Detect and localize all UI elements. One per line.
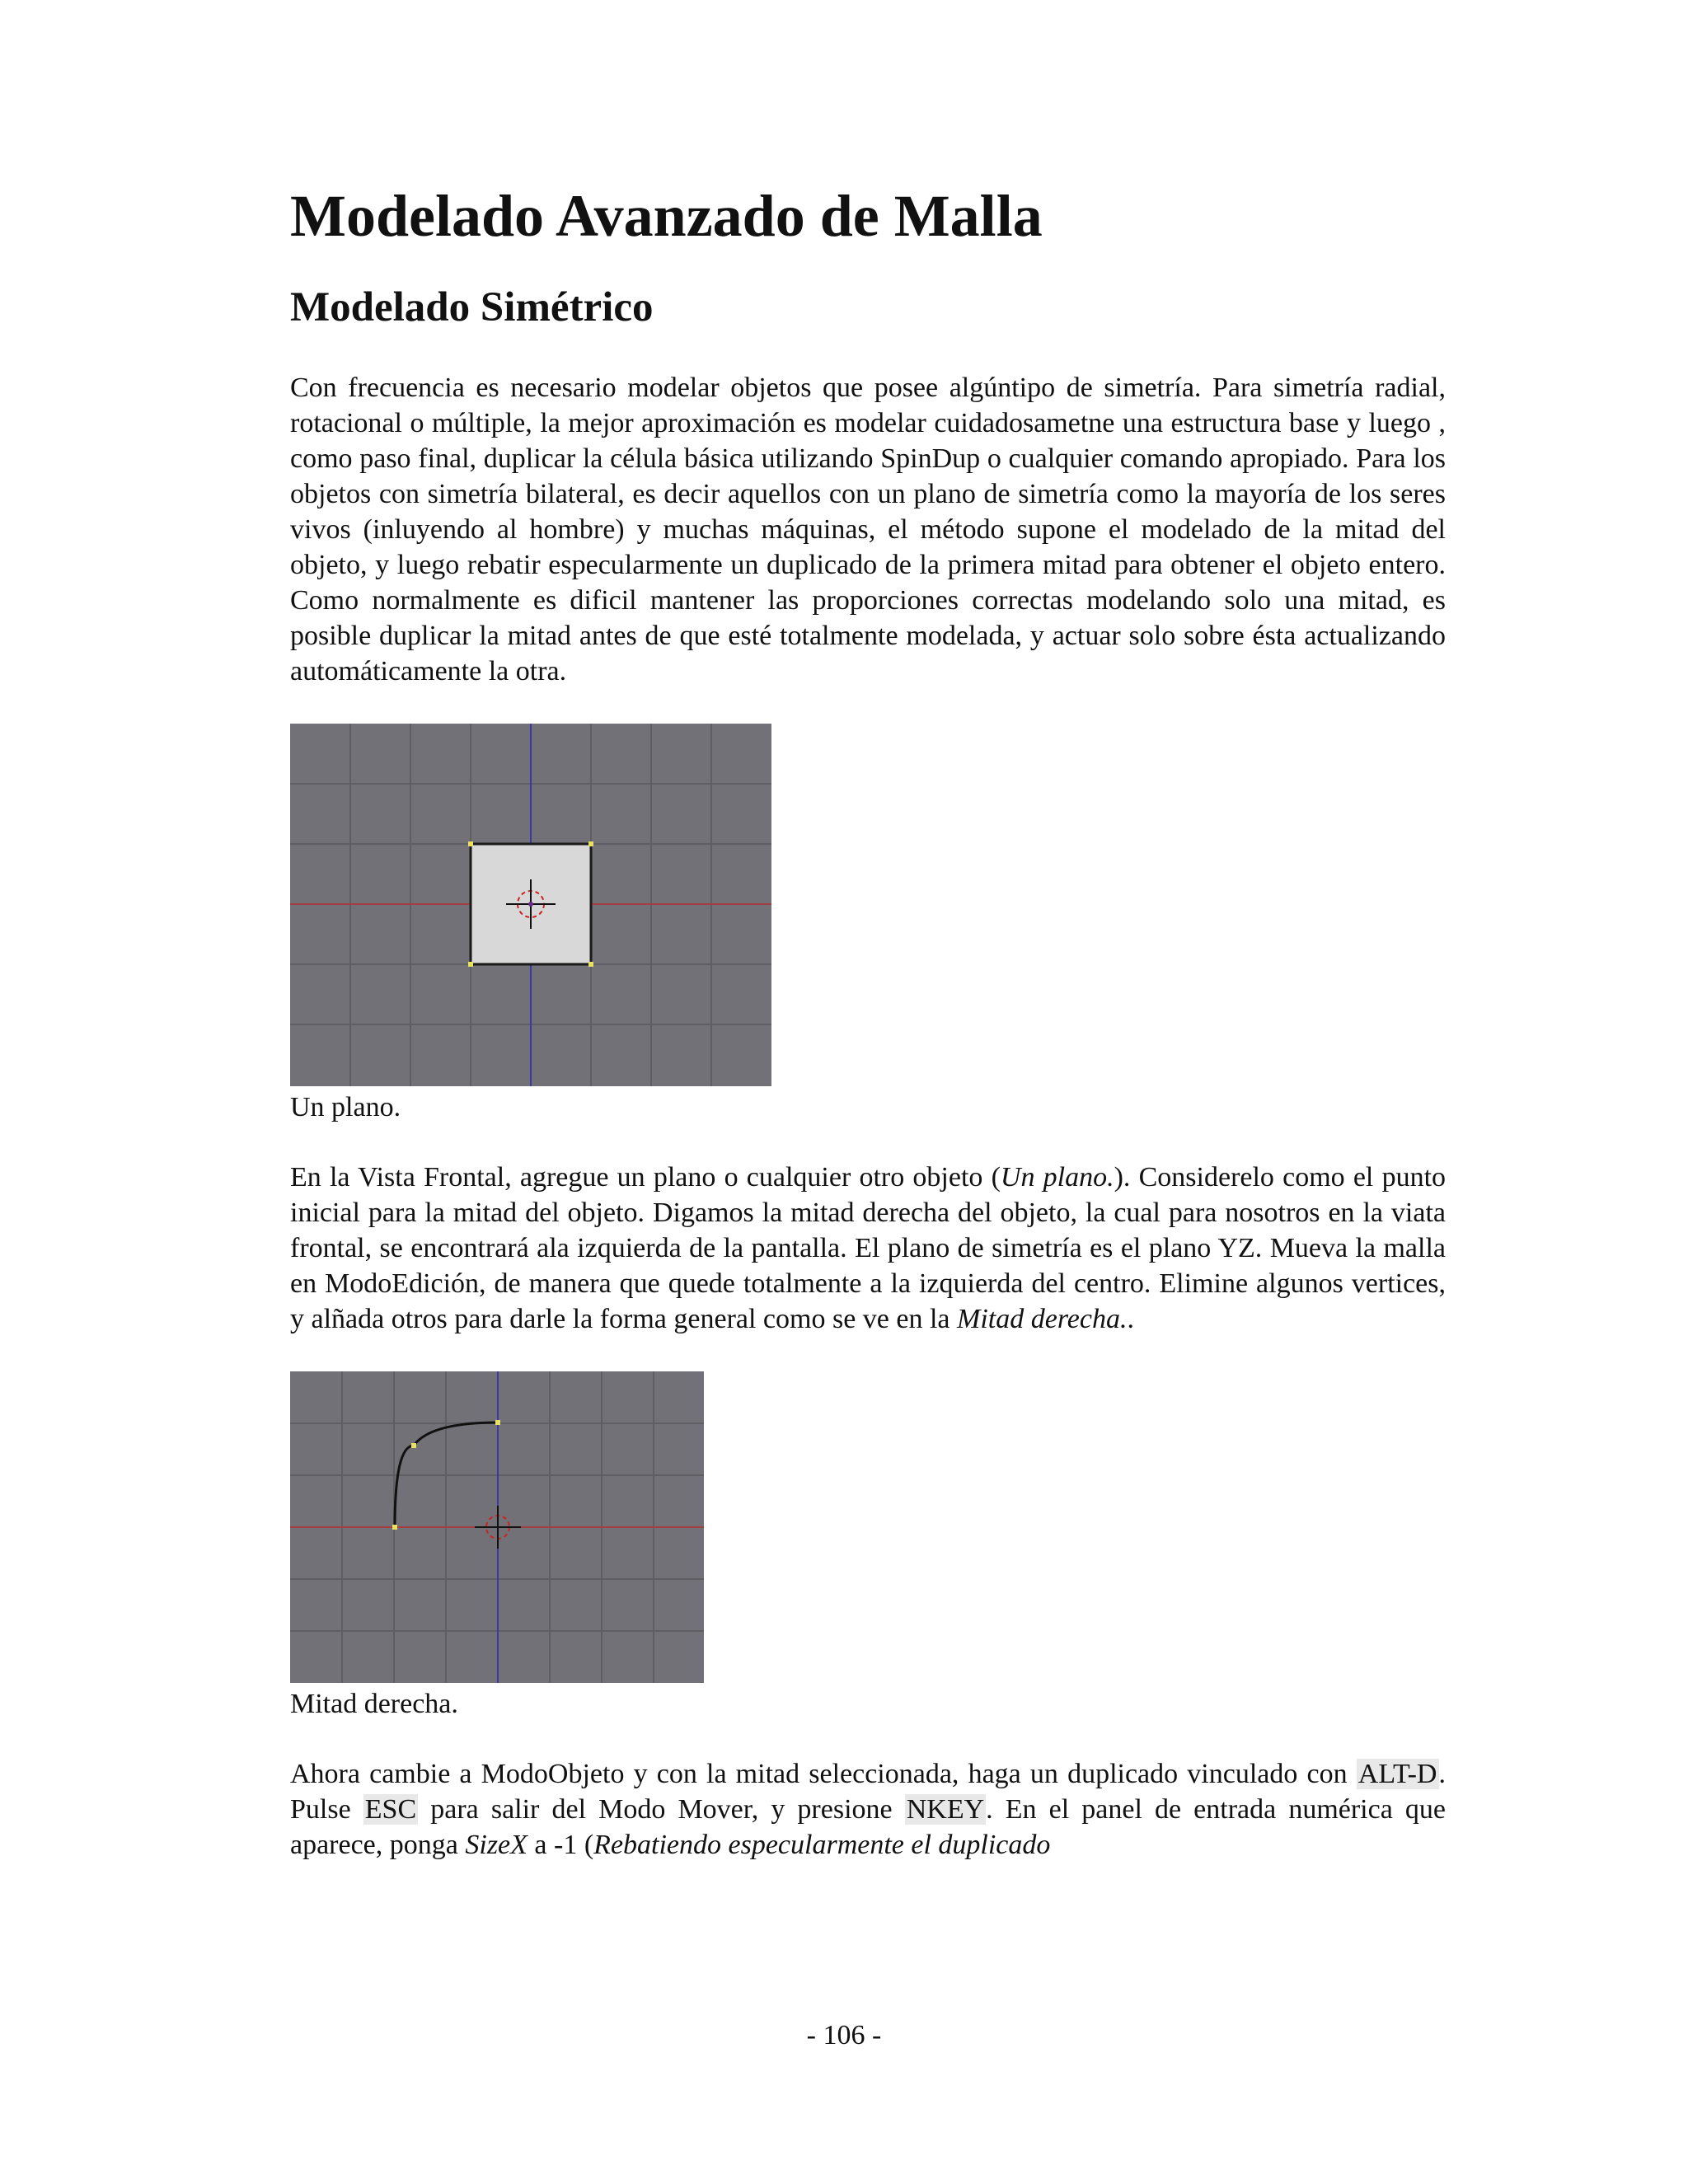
body-paragraph-2: En la Vista Frontal, agregue un plano o cualquier otro objeto (Un plano.). Considerelo como el punto inicial para la mitad del objeto. Digamos la mitad derecha del objeto, la cual para nosotros en la viata frontal, se encontrará ala izquierda de la pantalla. El plano de simetría es el plano YZ. Mueva la malla en ModoEdición, de manera que quede totalmente a la izquierda del centro. Elimine algunos vertices, y alñada otros para darle la forma general como se ve en la Mitad derecha.. bbox=[290, 1162, 1447, 1334]
figure-right-half-viewport bbox=[290, 1371, 704, 1683]
section-title: Modelado Simétrico bbox=[290, 284, 654, 330]
figure-caption-1: Un plano. bbox=[290, 1092, 401, 1122]
figure-caption-2: Mitad derecha. bbox=[290, 1689, 458, 1719]
document-page bbox=[290, 181, 1446, 1863]
page-number: - 106 - bbox=[806, 2020, 882, 2050]
key-nkey: NKEY bbox=[906, 1794, 985, 1825]
page-title: Modelado Avanzado de Malla bbox=[290, 183, 1043, 249]
key-alt-d: ALT-D bbox=[1357, 1759, 1437, 1789]
key-esc: ESC bbox=[364, 1794, 417, 1825]
figure-plane-viewport bbox=[290, 724, 771, 1086]
intro-paragraph: Con frecuencia es necesario modelar objetos que posee algúntipo de simetría. Para simetría radial, rotacional o múltiple, la mejor aproximación es modelar cuidadosametne una estructura base y luego , como paso final, duplicar la célula básica utilizando SpinDup o cualquier comando apropiado. Para los objetos con simetría bilateral, es decir aquellos con un plano de simetría como la mayoría de los seres vivos (inluyendo al hombre) y muchas máquinas, el método supone el modelado de la mitad del objeto, y luego rebatir especularmente un duplicado de la primera mitad para obtener el objeto entero. Como normalmente es dificil mantener las proporciones correctas modelando solo una mitad, es posible duplicar la mitad antes de que esté totalmente modelada, y actuar solo sobre ésta actualizando automáticamente la otra. bbox=[290, 373, 1446, 687]
body-paragraph-3: Ahora cambie a ModoObjeto y con la mitad seleccionada, haga un duplicado vinculado con ALT-D. Pulse ESC para salir del Modo Mover, y presione NKEY. En el panel de entrada numérica que aparece, ponga SizeX a -1 (Rebatiendo especularmente el duplicado bbox=[290, 1759, 1446, 1860]
